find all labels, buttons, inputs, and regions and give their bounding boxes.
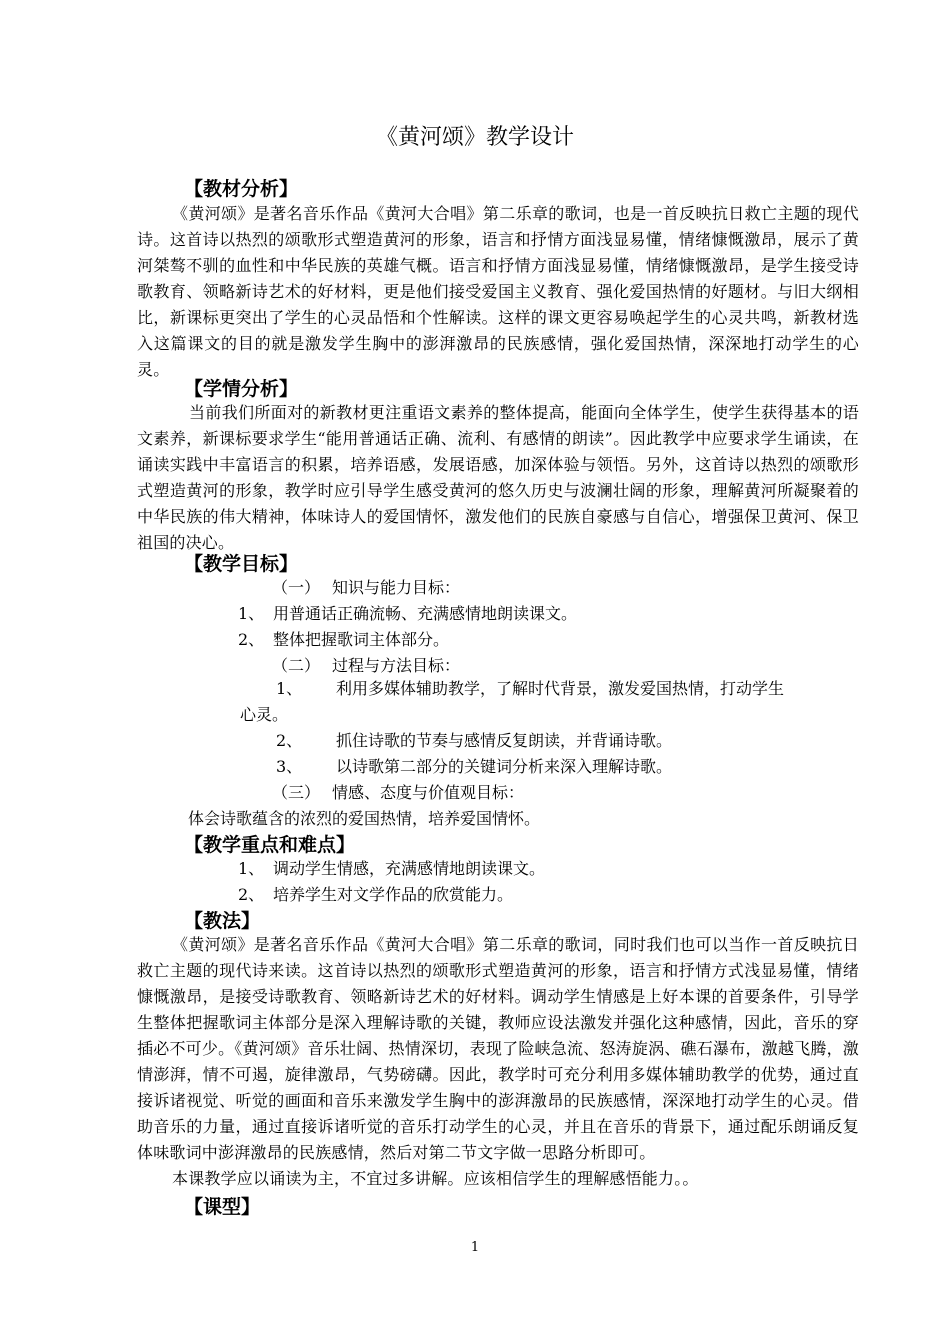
goal-group-label: （二） bbox=[272, 656, 321, 675]
page-number: 1 bbox=[470, 1240, 480, 1255]
list-item-number: 2、 bbox=[276, 731, 303, 750]
list-item-number: 2、 bbox=[238, 630, 265, 649]
list-item bbox=[276, 728, 672, 754]
goal-group-label: （三） bbox=[272, 783, 321, 802]
section-heading-textbook-analysis: 【教材分析】 bbox=[184, 178, 299, 200]
section-heading-teaching-goals: 【教学目标】 bbox=[184, 553, 299, 575]
list-item-text: 抓住诗歌的节奏与感情反复朗读，并背诵诗歌。 bbox=[336, 731, 673, 750]
list-item bbox=[238, 627, 449, 653]
list-item-text: 培养学生对文学作品的欣赏能力。 bbox=[273, 885, 514, 904]
student-analysis-paragraph: 当前我们所面对的新教材更注重语文素养的整体提高，能面向全体学生，使学生获得基本的语文素养，新课标要求学生“能用普通话正确、流利、有感情的朗读”。因此教学中应要求学生诵读，在诵读实践中丰富语言的积累，培养语感，发展语感，加深体验与领悟。另外，这首诗以热烈的颂歌形式塑造黄河的形象，教学时应引导学生感受黄河的悠久历史与波澜壮阔的形象，理解黄河所凝聚着的中华民族的伟大精神，体味诗人的爱国情怀，激发他们的民族自豪感与自信心，增强保卫黄河、保卫祖国的决心。 bbox=[137, 403, 859, 552]
goal-group-knowledge bbox=[272, 575, 460, 601]
list-item-number: 1、 bbox=[238, 604, 265, 623]
goal-group-emotion bbox=[272, 780, 524, 806]
list-item-text: 以诗歌第二部分的关键词分析来深入理解诗歌。 bbox=[336, 757, 673, 776]
goal-group-text: 情感、态度与价值观目标： bbox=[332, 783, 525, 802]
emotion-goal-text: 体会诗歌蕴含的浓烈的爱国热情，培养爱国情怀。 bbox=[188, 809, 541, 828]
list-item-text: 用普通话正确流畅、充满感情地朗读课文。 bbox=[273, 604, 578, 623]
list-item bbox=[276, 754, 672, 780]
teaching-method-paragraph-2: 本课教学应以诵读为主，不宜过多讲解。应该相信学生的理解感悟能力。。 bbox=[172, 1169, 699, 1188]
list-item bbox=[238, 856, 545, 882]
list-item-number: 3、 bbox=[276, 757, 303, 776]
list-item-continuation: 心灵。 bbox=[240, 705, 289, 724]
teaching-method-paragraph: 《黄河颂》是著名音乐作品《黄河大合唱》第二乐章的歌词，同时我们也可以当作一首反映抗日救亡主题的现代诗来读。这首诗以热烈的颂歌形式塑造黄河的形象，语言和抒情方式浅显易懂，情绪慷慨激昂，是接受诗歌教育、领略新诗艺术的好材料。调动学生情感是上好本课的首要条件，引导学生整体把握歌词主体部分是深入理解诗歌的关键，教师应设法激发并强化这种感情，因此，音乐的穿插必不可少。《黄河颂》音乐壮阔、热情深切，表现了险峡急流、怒涛旋涡、礁石瀑布，激越飞腾，激情澎湃，情不可遏，旋律激昂，气势磅礴。因此，教学时可充分利用多媒体辅助教学的优势，通过直接诉诸视觉、听觉的画面和音乐来激发学生胸中的澎湃激昂的民族感情，深深地打动学生的心灵。借助音乐的力量，通过直接诉诸听觉的音乐打动学生的心灵，并且在音乐的背景下，通过配乐朗诵反复体味歌词中澎湃激昂的民族感情，然后对第二节文字做一思路分析即可。 bbox=[137, 935, 859, 1162]
list-item-text: 整体把握歌词主体部分。 bbox=[273, 630, 450, 649]
list-item bbox=[240, 676, 860, 728]
list-item bbox=[238, 882, 513, 908]
section-heading-key-points: 【教学重点和难点】 bbox=[184, 834, 356, 856]
goal-group-text: 过程与方法目标： bbox=[332, 656, 461, 675]
section-heading-teaching-method: 【教法】 bbox=[184, 910, 261, 932]
textbook-analysis-paragraph: 《黄河颂》是著名音乐作品《黄河大合唱》第二乐章的歌词，也是一首反映抗日救亡主题的现代诗。这首诗以热烈的颂歌形式塑造黄河的形象，语言和抒情方面浅显易懂，情绪慷慨激昂，展示了黄河桀骜不驯的血性和中华民族的英雄气概。语言和抒情方面浅显易懂，情绪慷慨激昂，是学生接受诗歌教育、领略新诗艺术的好材料，更是他们接受爱国主义教育、强化爱国热情的好题材。与旧大纲相比，新课标更突出了学生的心灵品悟和个性解读。这样的课文更容易唤起学生的心灵共鸣，新教材选入这篇课文的目的就是激发学生胸中的澎湃激昂的民族感情，强化爱国热情，深深地打动学生的心灵。 bbox=[137, 204, 859, 379]
list-item-number: 2、 bbox=[238, 885, 265, 904]
list-item-number: 1、 bbox=[276, 679, 303, 698]
section-heading-lesson-type: 【课型】 bbox=[184, 1196, 261, 1218]
page-title: 《黄河颂》教学设计 bbox=[375, 125, 574, 150]
goal-group-text: 知识与能力目标： bbox=[332, 578, 461, 597]
list-item bbox=[238, 601, 577, 627]
list-item-text: 调动学生情感，充满感情地朗读课文。 bbox=[273, 859, 546, 878]
list-item-number: 1、 bbox=[238, 859, 265, 878]
list-item-text: 利用多媒体辅助教学，了解时代背景，激发爱国热情，打动学生 bbox=[336, 679, 785, 698]
section-heading-student-analysis: 【学情分析】 bbox=[184, 378, 299, 400]
goal-group-label: （一） bbox=[272, 578, 321, 597]
